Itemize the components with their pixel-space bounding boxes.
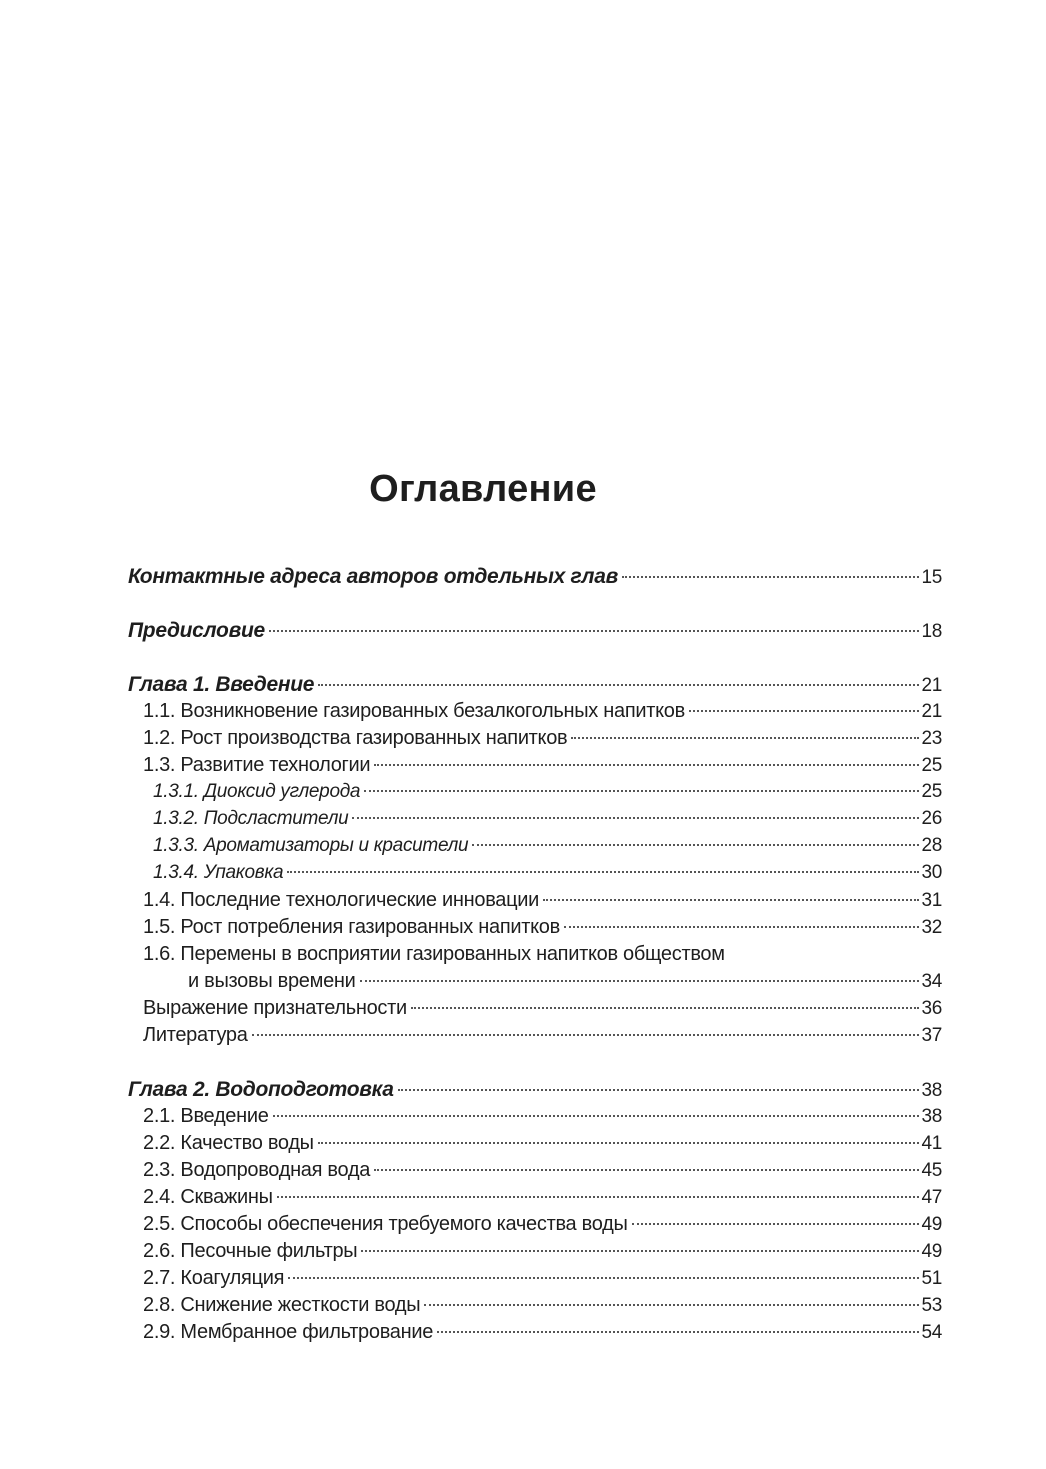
toc-entry-label: 2.8. Снижение жесткости воды [143, 1294, 421, 1316]
dot-leader [374, 1169, 919, 1171]
dot-leader [364, 790, 919, 792]
page-title: Оглавление [369, 468, 597, 510]
dot-leader [360, 980, 920, 982]
dot-leader [277, 1196, 920, 1198]
toc-entry-label: 2.4. Скважины [143, 1186, 273, 1208]
dot-leader [689, 710, 920, 712]
dot-leader [622, 576, 919, 578]
dot-leader [273, 1115, 920, 1117]
table-of-contents [128, 565, 942, 1348]
dot-leader [287, 871, 919, 873]
dot-leader [437, 1331, 919, 1333]
toc-chapter-entry[interactable] [128, 1078, 942, 1105]
dot-leader [398, 1089, 920, 1091]
toc-page-number: 41 [921, 1133, 942, 1154]
toc-page-number: 25 [921, 755, 942, 776]
toc-entry[interactable] [128, 781, 942, 808]
toc-chapter-entry[interactable] [128, 673, 942, 700]
toc-page-number: 34 [921, 971, 942, 992]
toc-page-number: 18 [921, 621, 942, 642]
toc-entry[interactable] [128, 1294, 942, 1321]
toc-chapter-entry[interactable] [128, 565, 942, 592]
toc-entry-label: 2.9. Мембранное фильтрование [143, 1321, 434, 1343]
dot-leader [318, 1142, 920, 1144]
toc-entry[interactable] [128, 1186, 942, 1213]
toc-chapter-entry[interactable] [128, 619, 942, 646]
toc-entry-label: Глава 1. Введение [128, 673, 315, 696]
toc-entry[interactable] [128, 808, 942, 835]
toc-entry-label: Контактные адреса авторов отдельных глав [128, 565, 618, 588]
toc-entry-label: 2.3. Водопроводная вода [143, 1159, 371, 1181]
toc-page-number: 21 [921, 701, 942, 722]
toc-page-number: 30 [921, 862, 942, 883]
toc-page-number: 31 [921, 890, 942, 911]
dot-leader [269, 630, 920, 632]
toc-entry[interactable] [128, 916, 942, 943]
toc-page-number: 45 [921, 1160, 942, 1181]
toc-entry-label: Выражение признательности [143, 997, 407, 1019]
dot-leader [472, 844, 919, 846]
toc-entry-label: и вызовы времени [188, 970, 356, 992]
toc-page-number: 54 [921, 1322, 942, 1343]
toc-entry[interactable] [128, 943, 942, 970]
toc-page-number: 25 [921, 781, 942, 802]
toc-entry[interactable] [128, 889, 942, 916]
toc-entry-label: 1.3.4. Упаковка [153, 862, 284, 883]
toc-entry-label: 2.7. Коагуляция [143, 1267, 285, 1289]
dot-leader [424, 1304, 919, 1306]
toc-page-number: 21 [921, 675, 942, 696]
toc-page-number: 51 [921, 1268, 942, 1289]
toc-page-number: 53 [921, 1295, 942, 1316]
toc-page-number: 38 [921, 1080, 942, 1101]
toc-entry[interactable] [128, 1132, 942, 1159]
toc-entry-label: Литература [143, 1024, 248, 1046]
toc-entry[interactable] [128, 1159, 942, 1186]
toc-entry-label: 1.4. Последние технологические инновации [143, 889, 540, 911]
toc-page-number: 37 [921, 1025, 942, 1046]
toc-entry[interactable] [128, 1024, 942, 1051]
toc-page-number: 38 [921, 1106, 942, 1127]
toc-page-number: 49 [921, 1241, 942, 1262]
toc-entry[interactable] [128, 1267, 942, 1294]
toc-entry-label: 1.3. Развитие технологии [143, 754, 371, 776]
toc-entry-label: 1.5. Рост потребления газированных напитков [143, 916, 560, 938]
toc-entry-label: Предисловие [128, 619, 265, 642]
toc-entry-label: 1.3.3. Ароматизаторы и красители [153, 835, 469, 856]
toc-entry[interactable] [128, 1240, 942, 1267]
dot-leader [632, 1223, 920, 1225]
toc-entry[interactable] [128, 1321, 942, 1348]
toc-entry-label: 2.1. Введение [143, 1105, 269, 1127]
toc-entry-label: 1.6. Перемены в восприятии газированных напитков обществом [143, 943, 725, 965]
dot-leader [564, 926, 920, 928]
toc-entry-label: 1.1. Возникновение газированных безалкогольных напитков [143, 700, 685, 722]
toc-page-number: 32 [921, 917, 942, 938]
dot-leader [411, 1007, 920, 1009]
dot-leader [571, 737, 919, 739]
dot-leader [361, 1250, 919, 1252]
dot-leader [543, 899, 919, 901]
toc-entry[interactable] [128, 1105, 942, 1132]
dot-leader [318, 684, 919, 686]
dot-leader [288, 1277, 919, 1279]
dot-leader [374, 764, 919, 766]
toc-page-number: 47 [921, 1187, 942, 1208]
toc-entry[interactable] [128, 727, 942, 754]
toc-entry-label: 1.2. Рост производства газированных напитков [143, 727, 568, 749]
toc-entry-label: 1.3.2. Подсластители [153, 808, 349, 829]
toc-entry-label: 2.2. Качество воды [143, 1132, 314, 1154]
dot-leader [352, 817, 919, 819]
toc-entry[interactable] [128, 754, 942, 781]
toc-page-number: 26 [921, 808, 942, 829]
toc-page-number: 15 [921, 567, 942, 588]
toc-entry[interactable] [128, 862, 942, 889]
toc-entry[interactable] [128, 970, 942, 997]
toc-page-number: 23 [921, 728, 942, 749]
toc-page-number: 28 [921, 835, 942, 856]
toc-entry-label: Глава 2. Водоподготовка [128, 1078, 394, 1101]
toc-entry-label: 2.6. Песочные фильтры [143, 1240, 358, 1262]
toc-entry-label: 1.3.1. Диоксид углерода [153, 781, 361, 802]
toc-entry[interactable] [128, 997, 942, 1024]
toc-page-number: 36 [921, 998, 942, 1019]
toc-entry[interactable] [128, 700, 942, 727]
toc-entry[interactable] [128, 835, 942, 862]
toc-entry[interactable] [128, 1213, 942, 1240]
toc-entry-label: 2.5. Способы обеспечения требуемого качества воды [143, 1213, 628, 1235]
toc-page-number: 49 [921, 1214, 942, 1235]
dot-leader [252, 1034, 920, 1036]
